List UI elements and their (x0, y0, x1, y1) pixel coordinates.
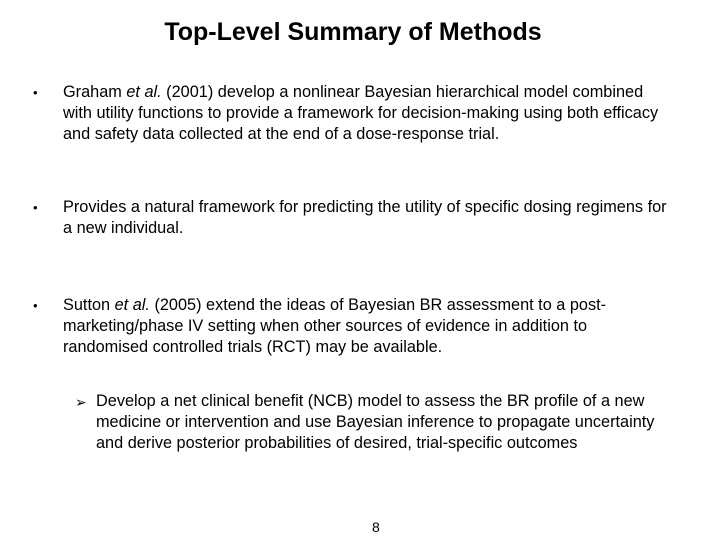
bullet-text-1-post: (2001) develop a nonlinear Bayesian hierarchical model combined with utility functions to provide a framework for decision-making using both efficacy and safety data collected at the end of a dose-response trial. (63, 83, 659, 143)
bullet-text-3-post: (2005) extend the ideas of Bayesian BR assessment to a post-marketing/phase IV setting when other sources of evidence in addition to randomised controlled trials (RCT) may be available. (63, 296, 607, 356)
bullet-text-3-pre: Sutton (63, 296, 115, 314)
bullet-text-3-em: et al. (114, 296, 150, 314)
bullet-marker: • (33, 298, 38, 313)
bullet-text-2: Provides a natural framework for predicting the utility of specific dosing regimens for a new individual. (63, 198, 667, 237)
sub-bullet-text: Develop a net clinical benefit (NCB) model to assess the BR profile of a new medicine or intervention and use Bayesian inference to propagate uncertainty and derive posterior probabilities of desired, trial-specific outcomes (96, 392, 655, 452)
page-number: 8 (372, 519, 380, 535)
bullet-text-1-pre: Graham (63, 83, 127, 101)
bullet-text-1 (63, 82, 673, 145)
bullet-text-3 (63, 295, 673, 358)
arrow-bullet-icon: ➢ (75, 394, 87, 410)
slide-title: Top-Level Summary of Methods (164, 18, 542, 46)
bullet-text-1-em: et al. (126, 83, 162, 101)
bullet-marker: • (33, 85, 38, 100)
bullet-marker: • (33, 200, 38, 215)
